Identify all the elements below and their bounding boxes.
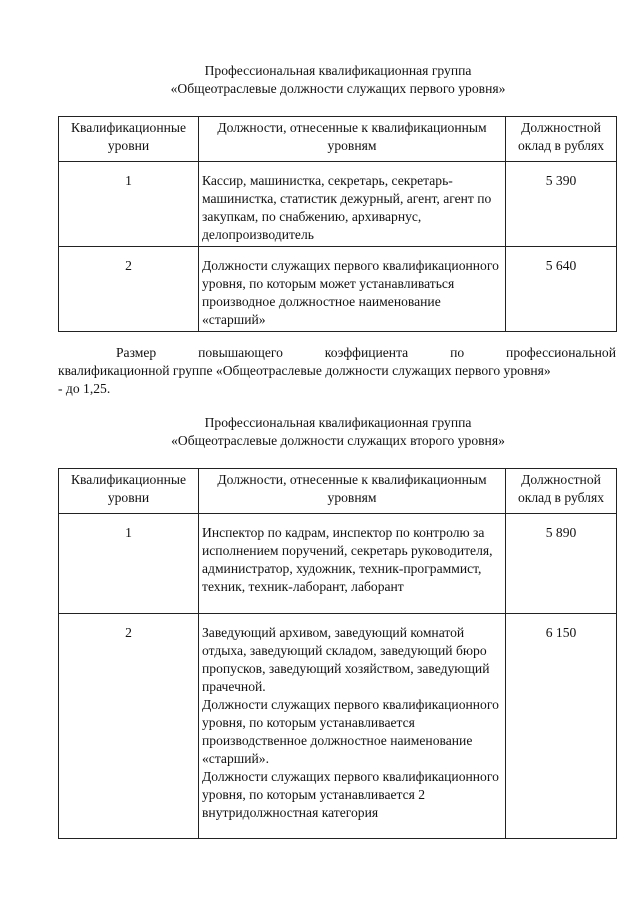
header-level: Квалификационные уровни	[59, 117, 199, 162]
group2-table	[58, 468, 617, 839]
group2-table-header	[59, 469, 617, 514]
row-level: 2	[59, 614, 199, 839]
row-salary: 5 640	[506, 247, 617, 332]
header-positions: Должности, отнесенные к квалификационным уровням	[199, 469, 506, 514]
row-salary: 6 150	[506, 614, 617, 839]
row-positions: Инспектор по кадрам, инспектор по контролю за исполнением поручений, секретарь руководителя, администратор, художник, техник-программист, техник, техник-лаборант, лаборант	[199, 514, 506, 614]
group2-title-line2: «Общеотраслевые должности служащих второго уровня»	[171, 433, 505, 448]
row-salary: 5 890	[506, 514, 617, 614]
row-positions: Заведующий архивом, заведующий комнатой отдыха, заведующий складом, заведующий бюро пропусков, заведующий хозяйством, заведующий прачечной. Должности служащих первого квалификационного уровня, по которым устанавливается производственное должностное наименование «старший». Должности служащих первого квалификационного уровня, по которым устанавливается 2 внутридолжностная категория	[199, 614, 506, 839]
coefficient-paragraph	[58, 344, 616, 398]
table-row	[59, 514, 617, 614]
group2-heading	[58, 414, 618, 450]
coefficient-line1: Размер повышающего коэффициента по профессиональной	[116, 345, 616, 360]
group2-title-line1: Профессиональная квалификационная группа	[204, 415, 472, 430]
coefficient-line2: квалификационной группе «Общеотраслевые должности служащих первого уровня»	[58, 363, 551, 378]
row-level: 2	[59, 247, 199, 332]
row-positions: Кассир, машинистка, секретарь, секретарь-машинистка, статистик дежурный, агент, агент по закупкам, по снабжению, архиварнус, делопроизводитель	[199, 162, 506, 247]
group1-table-header	[59, 117, 617, 162]
header-level: Квалификационные уровни	[59, 469, 199, 514]
group1-table	[58, 116, 617, 332]
row-salary: 5 390	[506, 162, 617, 247]
header-salary: Должностной оклад в рублях	[506, 469, 617, 514]
header-positions: Должности, отнесенные к квалификационным уровням	[199, 117, 506, 162]
group1-heading	[58, 62, 618, 98]
table-row	[59, 162, 617, 247]
row-level: 1	[59, 162, 199, 247]
header-salary: Должностной оклад в рублях	[506, 117, 617, 162]
table-row	[59, 614, 617, 839]
table-row	[59, 247, 617, 332]
row-level: 1	[59, 514, 199, 614]
group1-title-line2: «Общеотраслевые должности служащих первого уровня»	[170, 81, 506, 96]
row-positions: Должности служащих первого квалификационного уровня, по которым может устанавливаться производное должностное наименование «старший»	[199, 247, 506, 332]
group1-title-line1: Профессиональная квалификационная группа	[204, 63, 472, 78]
coefficient-line3: - до 1,25.	[58, 381, 111, 396]
